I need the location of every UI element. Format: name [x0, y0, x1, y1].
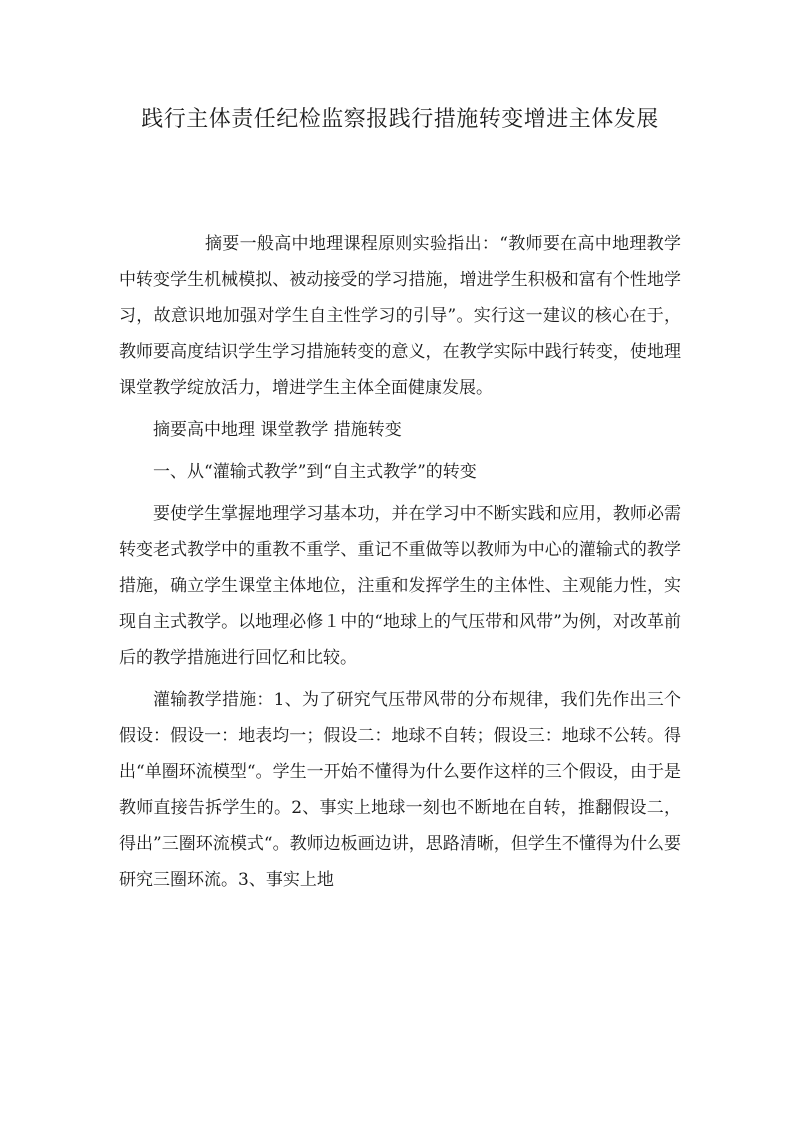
abstract-paragraph: 摘要一般高中地理课程原则实验指出：“教师要在高中地理教学中转变学生机械模拟、被动接受的学习措施，增进学生积极和富有个性地学习，故意识地加强对学生自主性学习的引导”。实行这一建议的核心在于，教师要高度结识学生学习措施转变的意义，在教学实际中践行转变，使地理课堂教学绽放活力，增进学生主体全面健康发展。 [119, 234, 681, 398]
document-title: 践行主体责任纪检监察报践行措施转变增进主体发展 [141, 107, 659, 132]
document-body [119, 226, 681, 898]
keywords-paragraph: 摘要高中地理 课堂教学 措施转变 [153, 420, 402, 440]
section-heading: 一、从“灌输式教学”到“自主式教学”的转变 [153, 462, 477, 482]
body-paragraph: 灌输教学措施：1、为了研究气压带风带的分布规律，我们先作出三个假设：假设一：地表均一；假设二：地球不自转；假设三：地球不公转。得出“单圈环流模型“。学生一开始不懂得为什么要作这样的三个假设，由于是教师直接告拆学生的。2、事实上地球一刻也不断地在自转，推翻假设二，得出”三圈环流模式“。教师边板画边讲，思路清晰，但学生不懂得为什么要研究三圈环流。3、事实上地 [119, 690, 681, 890]
body-paragraph: 要使学生掌握地理学习基本功，并在学习中不断实践和应用，教师必需转变老式教学中的重教不重学、重记不重做等以教师为中心的灌输式的教学措施，确立学生课堂主体地位，注重和发挥学生的主体性、主观能力性，实现自主式教学。以地理必修１中的“地球上的气压带和风带”为例，对改革前后的教学措施进行回忆和比较。 [119, 504, 681, 668]
